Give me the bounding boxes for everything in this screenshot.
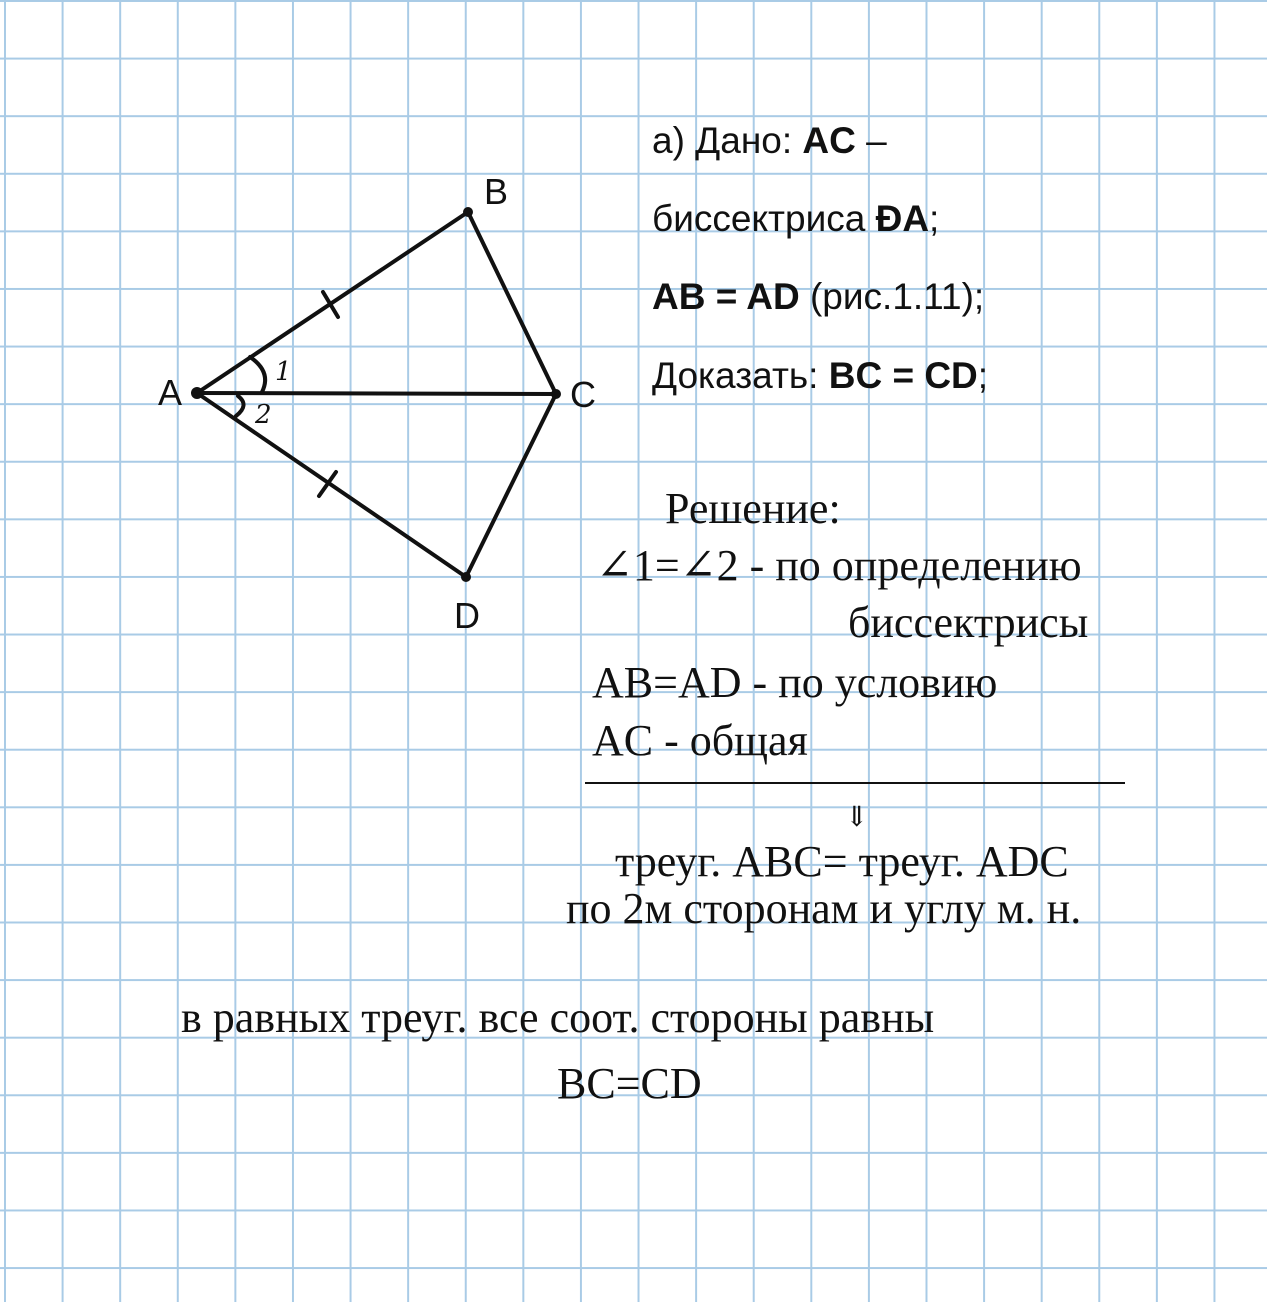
vertex-label-c: C (570, 374, 596, 415)
segment-dc (466, 394, 556, 577)
given-line-3: AB = AD (рис.1.11); (652, 276, 985, 317)
result-line-2: по 2м сторонам и углу м. н. (566, 884, 1082, 933)
prove-line: Доказать: BC = CD; (652, 355, 989, 396)
solution-line-1: ∠1=∠2 - по определению (596, 541, 1082, 590)
vertex-label-a: A (158, 372, 183, 413)
point-d (461, 572, 471, 582)
divider-line (585, 782, 1125, 784)
vertex-label-d: D (454, 595, 480, 636)
down-arrow-icon: ⇓ (845, 802, 869, 833)
segment-ac (197, 393, 556, 394)
point-c (551, 389, 561, 399)
segment-ab (197, 212, 468, 393)
point-a (191, 387, 203, 399)
angle-icon: ∠ (596, 541, 633, 590)
tick-ab (323, 292, 338, 317)
prove-label: Доказать: (652, 355, 829, 396)
given-ac: AC (802, 120, 856, 161)
given-line-2: биссектриса ÐA; (652, 198, 940, 239)
point-b (463, 207, 473, 217)
given-ab-ad: AB = AD (652, 276, 800, 317)
angle-arc-2 (236, 396, 244, 416)
segment-ad (197, 393, 466, 577)
given-line-1: а) Дано: AC – (652, 120, 887, 161)
solution-line-2: AB=AD - по условию (592, 658, 998, 707)
conclusion-line-1: в равных треуг. все соот. стороны равны (181, 993, 935, 1042)
solution-line-1-cont: биссектрисы (848, 598, 1089, 647)
result-line-1: треуг. ABC= треуг. ADC (615, 837, 1069, 886)
segment-bc (468, 212, 556, 394)
solution-line-3: AC - общая (592, 716, 808, 765)
conclusion-line-2: BC=CD (557, 1059, 702, 1108)
angle-label-1: 1 (275, 357, 292, 387)
given-angle-a: ÐA (875, 198, 930, 239)
prove-bc-cd: BC = CD (828, 355, 978, 396)
angle-arc-1 (250, 357, 265, 392)
vertex-label-b: B (484, 171, 509, 212)
solution-heading: Решение: (665, 484, 841, 533)
angle-icon: ∠ (679, 541, 717, 590)
given-label: а) Дано: (652, 120, 803, 161)
angle-label-2: 2 (255, 400, 272, 430)
